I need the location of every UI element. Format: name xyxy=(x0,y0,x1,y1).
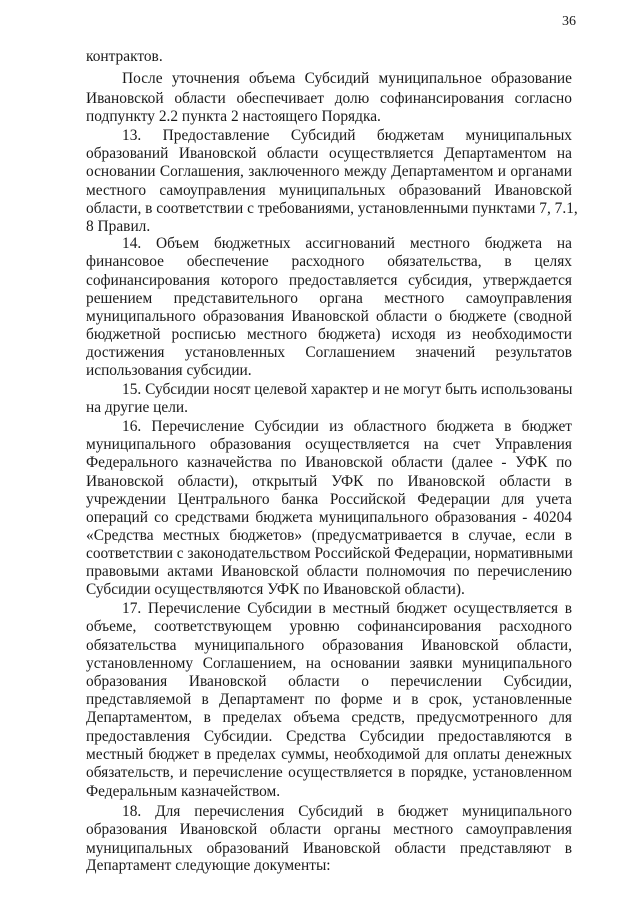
text-line: использования субсидии. xyxy=(86,362,252,379)
text-line: После уточнения объема Субсидий муниципальное образование xyxy=(122,70,572,87)
text-line: 18. Для перечисления Субсидий в бюджет муниципального xyxy=(122,803,572,820)
text-line: финансовое обеспечение расходного обязательства, в целях xyxy=(86,253,572,270)
text-line: 13. Предоставление Субсидий бюджетам муниципальных xyxy=(122,127,572,144)
text-line: Федерального казначейства по Ивановской области (далее - УФК по xyxy=(86,454,572,471)
text-line: муниципального образования осуществляется на счет Управления xyxy=(86,436,572,453)
text-line: обязательств, и перечисление осуществляется в порядке, установленном xyxy=(86,764,572,781)
text-line: представляемой в Департамент по форме и в срок, установленные xyxy=(86,691,572,708)
text-line: области, в соответствии с требованиями, установленными пунктами 7, 7.1, xyxy=(86,200,578,217)
text-line: Федеральным казначейством. xyxy=(86,783,281,800)
text-line: местный бюджет в пределах суммы, необходимой для оплаты денежных xyxy=(86,746,572,763)
text-line: образования Ивановской области органы местного самоуправления xyxy=(86,821,572,838)
text-line: 15. Субсидии носят целевой характер и не могут быть использованы xyxy=(122,381,573,398)
text-line: местного самоуправления муниципальных образований Ивановской xyxy=(86,182,572,199)
text-line: 16. Перечисление Субсидии из областного бюджета в бюджет xyxy=(122,418,572,435)
text-line: 14. Объем бюджетных ассигнований местного бюджета на xyxy=(122,235,572,252)
text-line: муниципального образования Ивановской области о бюджете (сводной xyxy=(86,308,572,325)
text-line: образования Ивановской области о перечислении Субсидии, xyxy=(86,673,572,690)
text-line: Субсидии осуществляются УФК по Ивановской области). xyxy=(86,581,465,598)
text-line: решением представительного органа местного самоуправления xyxy=(86,290,572,307)
text-line: подпункту 2.2 пункта 2 настоящего Порядка. xyxy=(86,108,381,125)
text-line: правовыми актами Ивановской области полномочия по перечислению xyxy=(86,563,572,580)
text-line: достижения установленных Соглашением значений результатов xyxy=(86,344,572,361)
text-line: бюджетной росписью местного бюджета) исходя из необходимости xyxy=(86,326,572,343)
text-line: образований Ивановской области осуществляется Департаментом на xyxy=(86,145,572,162)
page-number: 36 xyxy=(562,14,576,29)
text-line: обязательства муниципального образования Ивановской области, xyxy=(86,637,572,654)
text-line: 17. Перечисление Субсидии в местный бюджет осуществляется в xyxy=(122,600,572,617)
text-line: соответствии с законодательством Российской Федерации, нормативными xyxy=(86,545,573,562)
text-line: софинансирования которого предоставляется субсидия, утверждается xyxy=(86,272,572,289)
text-line: операций со средствами бюджета муниципального образования - 40204 xyxy=(86,509,572,526)
text-line: Департаментом, в пределах объема средств, предусмотренного для xyxy=(86,709,572,726)
text-line: Департамент следующие документы: xyxy=(86,857,331,874)
text-line: учреждении Центрального банка Российской Федерации для учета xyxy=(86,491,572,508)
text-line: предоставления Субсидии. Средства Субсидии предоставляются в xyxy=(86,728,572,745)
text-line: 8 Правил. xyxy=(86,218,151,235)
text-line: муниципальных образований Ивановской области представляют в xyxy=(86,840,572,857)
text-line: объеме, соответствующем уровню софинансирования расходного xyxy=(86,618,572,635)
text-line: Ивановской области), открытый УФК по Ивановской области в xyxy=(86,473,572,490)
text-line: контрактов. xyxy=(86,48,163,65)
text-line: основании Соглашения, заключенного между Департаментом и органами xyxy=(86,163,572,180)
text-line: на другие цели. xyxy=(86,399,188,416)
text-line: «Средства местных бюджетов» (предусматривается в случае, если в xyxy=(86,527,572,544)
text-line: установленному Соглашением, на основании заявки муниципального xyxy=(86,655,572,672)
text-line: Ивановской области обеспечивает долю софинансирования согласно xyxy=(86,90,572,107)
